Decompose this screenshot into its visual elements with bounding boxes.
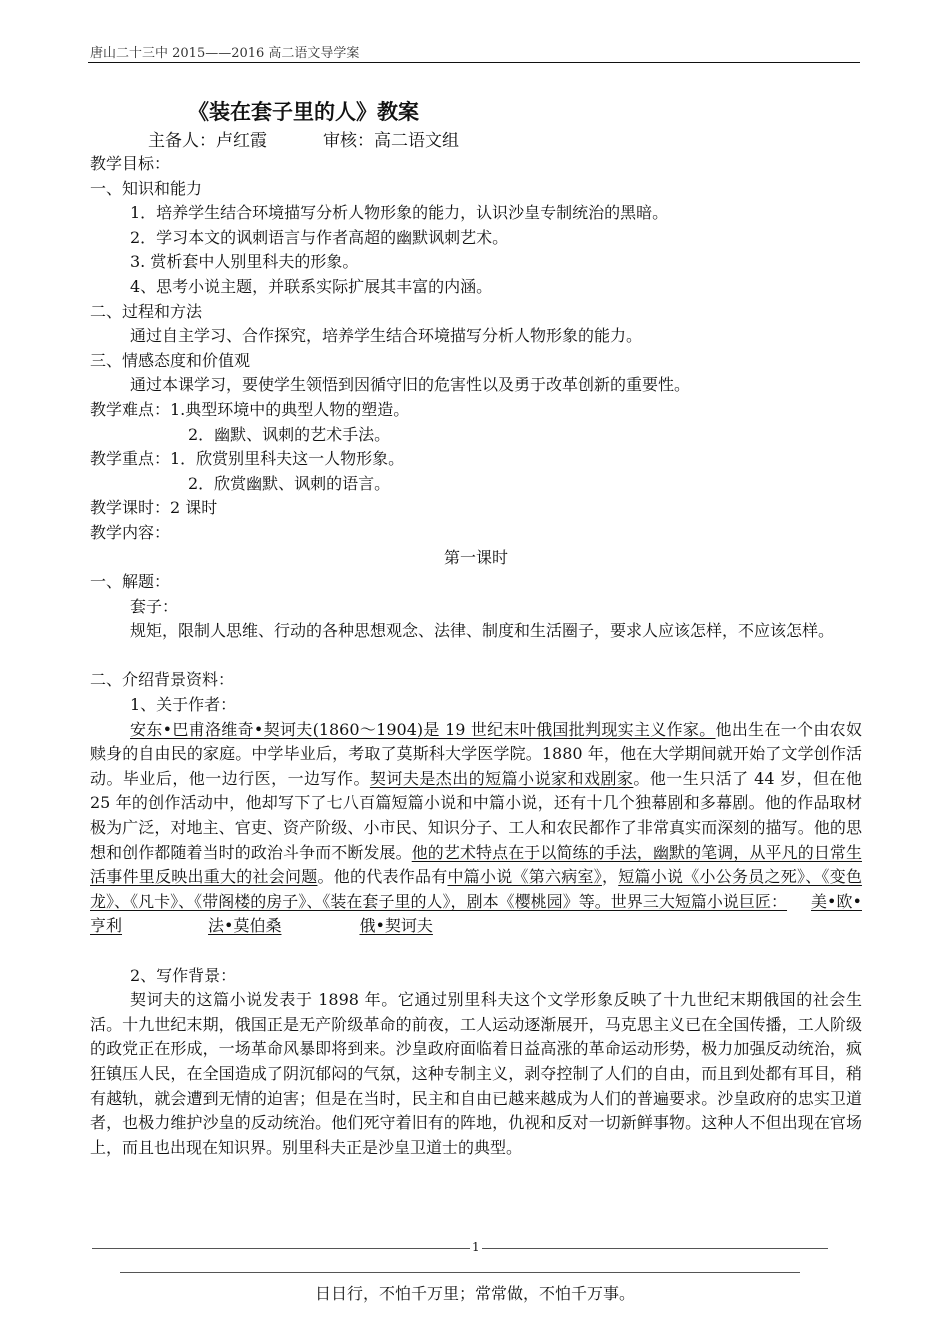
section-1-heading: 一、解题： xyxy=(90,572,171,592)
document-body xyxy=(90,152,862,1160)
blank-line xyxy=(90,939,862,964)
background-label: 2、写作背景： xyxy=(130,965,237,985)
taozi-label: 套子： xyxy=(130,596,179,616)
author-paragraph xyxy=(90,718,862,939)
goals-heading: 教学目标： xyxy=(90,154,171,173)
footer-motto: 日日行，不怕千万里；常常做，不怕千万事。 xyxy=(314,1284,635,1303)
author-text-4: ， xyxy=(601,867,619,887)
author-text-1: 他出生在一个由农奴赎身的自由民的家庭。中学毕业后，考取了莫斯科大学医学院。1880 年，他在大学期间就开始了文学创作活动。毕业后，他一边行医，一边写作。 xyxy=(90,719,862,788)
knowledge-item-4: 4、思考小说主题，并联系实际扩展其丰富的内涵。 xyxy=(130,276,493,296)
lesson-heading: 第一课时 xyxy=(443,547,508,567)
reviewer: 审核：高二语文组 xyxy=(323,131,459,151)
difficulty-1: 教学难点：1.典型环境中的典型人物的塑造。 xyxy=(90,399,410,419)
process-heading: 二、过程和方法 xyxy=(90,301,203,321)
knowledge-item-1: 1．培养学生结合环境描写分析人物形象的能力，认识沙皇专制统治的黑暗。 xyxy=(130,203,669,223)
works-underlined: 短篇小说《小公务员之死》、《变色龙》、《凡卡》、《带阁楼的房子》、《装在套子里的人》，剧本《樱桃园》等。世界三大短篇小说巨匠： xyxy=(90,867,862,911)
footer-rule-2 xyxy=(120,1272,800,1273)
author-style-underlined: 他的艺术特点在于以简练的手法，幽默的笔调，从平凡的日常生活事件里反映出重大的社会问题 xyxy=(90,842,862,887)
emotion-text: 通过本课学习，要使学生领悟到因循守旧的危害性以及勇于改革创新的重要性。 xyxy=(130,375,691,395)
process-text: 通过自主学习、合作探究，培养学生结合环境描写分析人物形象的能力。 xyxy=(130,326,643,346)
master-ohenry: 美•欧•亨利 xyxy=(90,891,862,936)
class-hours: 教学课时：2 课时 xyxy=(90,498,218,518)
master-chekhov: 俄•契诃夫 xyxy=(359,916,433,936)
emotion-heading: 三、情感态度和价值观 xyxy=(90,350,251,370)
about-author-label: 1、关于作者： xyxy=(130,695,237,715)
footer-rule xyxy=(92,1248,828,1249)
page-header: 唐山二十三中 2015——2016 高二语文导学案 xyxy=(90,46,360,61)
author-text-2: 。他一生只活了 44 岁，但在他 25 年的创作活动中，他却写下了七八百篇短篇小说和中篇小说，还有十几个独幕剧和多幕剧。他的作品取材极为广泛，对地主、官吏、资产阶级、小市民、知识分子、工人和农民都作了非常真实而深刻的描写。他的思想和创作都随着当时的政治斗争而不断发展。 xyxy=(90,768,862,862)
content-heading: 教学内容： xyxy=(90,522,171,542)
keypoint-1: 教学重点：1．欣赏别里科夫这一人物形象。 xyxy=(90,449,405,469)
difficulty-2: 2．幽默、讽刺的艺术手法。 xyxy=(188,424,391,444)
blank-line xyxy=(90,644,862,669)
document-title: 《装在套子里的人》教案 xyxy=(188,99,419,124)
section-2-heading: 二、介绍背景资料： xyxy=(90,670,235,690)
preparer: 主备人：卢红霞 xyxy=(148,131,267,151)
keypoint-2: 2．欣赏幽默、讽刺的语言。 xyxy=(188,473,391,493)
author-text-3: 。他的代表作品有 xyxy=(317,867,448,887)
taozi-definition: 规矩，限制人思维、行动的各种思想观念、法律、制度和生活圈子，要求人应该怎样，不应该怎样。 xyxy=(130,621,835,641)
knowledge-item-2: 2．学习本文的讽刺语言与作者高超的幽默讽刺艺术。 xyxy=(130,227,509,247)
header-rule xyxy=(88,62,860,63)
knowledge-heading: 一、知识和能力 xyxy=(90,178,203,198)
preparer-line xyxy=(148,126,459,151)
page-number: 1 xyxy=(472,1240,480,1254)
novella-underlined: 中篇小说《第六病室》 xyxy=(447,867,602,887)
background-paragraph: 契诃夫的这篇小说发表于 1898 年。它通过别里科夫这个文学形象反映了十九世纪末期俄国的社会生活。十九世纪末期，俄国正是无产阶级革命的前夜，工人运动逐渐展开，马克思主义已在全国传播，工人阶级的政党正在形成，一场革命风暴即将到来。沙皇政府面临着日益高涨的革命运动形势，极力加强反动统治，疯狂镇压人民，在全国造成了阴沉郁闷的气氛，这种专制主义，剥夺控制了人们的自由，而且到处都有耳目，稍有越轨，就会遭到无情的迫害；但是在当时，民主和自由已越来越成为人们的普遍要求。沙皇政府的忠实卫道者，也极力维护沙皇的反动统治。他们死守着旧有的阵地，仇视和反对一切新鲜事物。这种人不但出现在官场上，而且也出现在知识界。别里科夫正是沙皇卫道士的典型。 xyxy=(90,990,862,1157)
knowledge-item-3: 3. 赏析套中人别里科夫的形象。 xyxy=(130,252,359,272)
author-intro-underlined: 安东•巴甫洛维奇•契诃夫(1860～1904)是 19 世纪末叶俄国批判现实主义作家。 xyxy=(130,719,716,739)
master-maupassant: 法•莫伯桑 xyxy=(208,916,282,936)
author-genre-underlined: 契诃夫是杰出的短篇小说家和戏剧家 xyxy=(369,768,634,788)
